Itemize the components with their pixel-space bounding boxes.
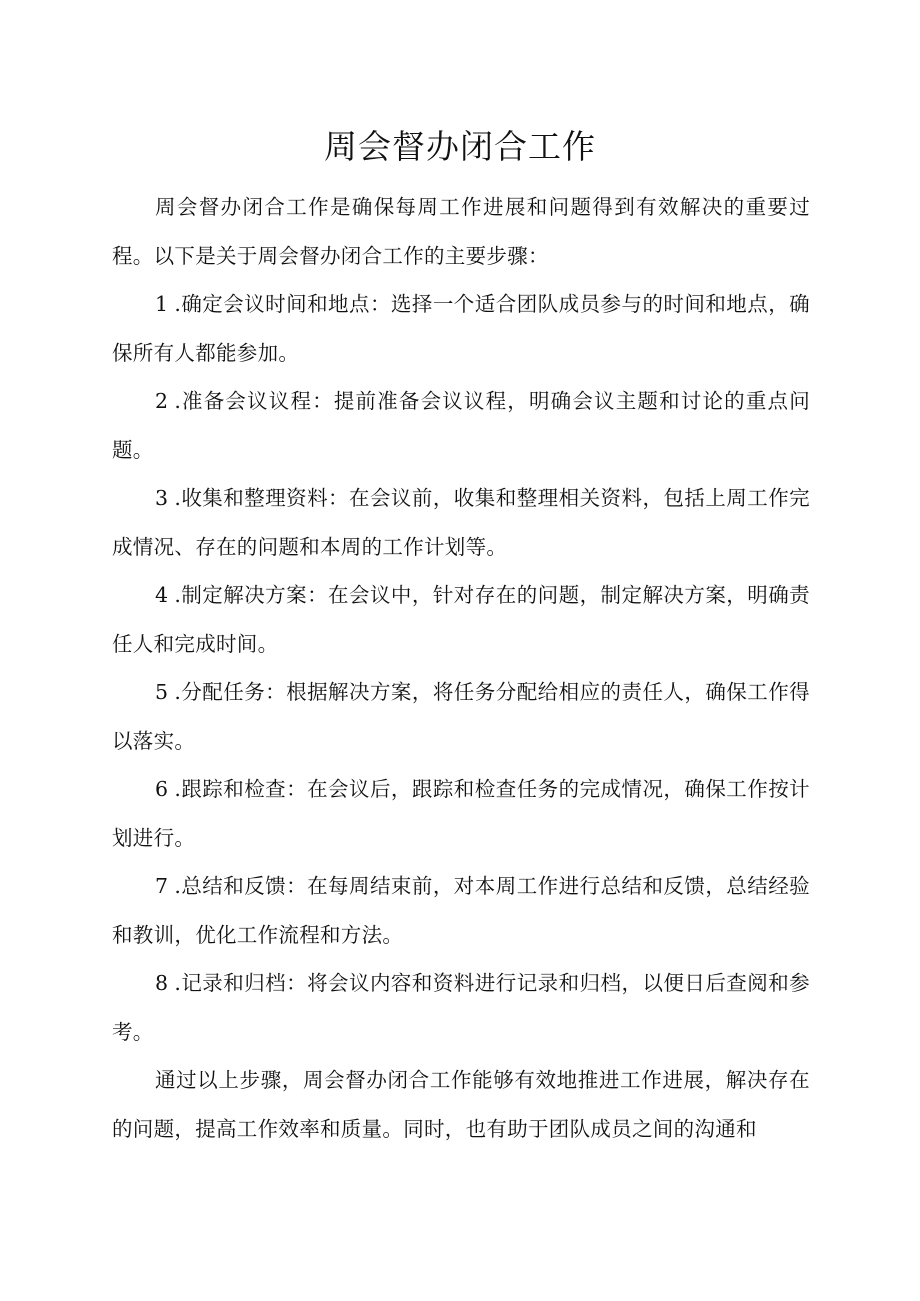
- step-text: .收集和整理资料：在会议前，收集和整理相关资料，包括上周工作完成情况、存在的问题和本周的工作计划等。: [112, 486, 810, 559]
- step-number: 1: [155, 292, 169, 316]
- step-paragraph-3: [112, 474, 810, 571]
- step-number: 8: [155, 971, 169, 995]
- step-text: .记录和归档：将会议内容和资料进行记录和归档，以便日后查阅和参考。: [112, 971, 810, 1044]
- step-number: 2: [155, 389, 169, 413]
- step-paragraph-5: [112, 668, 810, 765]
- step-paragraph-4: [112, 571, 810, 668]
- step-number: 5: [155, 680, 169, 704]
- step-text: .分配任务：根据解决方案，将任务分配给相应的责任人，确保工作得以落实。: [112, 680, 810, 753]
- step-text: .确定会议时间和地点：选择一个适合团队成员参与的时间和地点，确保所有人都能参加。: [112, 292, 810, 365]
- document-title: 周会督办闭合工作: [324, 127, 596, 166]
- step-number: 6: [155, 777, 169, 801]
- step-number: 4: [155, 583, 169, 607]
- step-paragraph-6: [112, 765, 810, 862]
- step-text: .跟踪和检查：在会议后，跟踪和检查任务的完成情况，确保工作按计划进行。: [112, 777, 810, 850]
- step-paragraph-8: [112, 959, 810, 1056]
- step-number: 7: [155, 874, 169, 898]
- step-paragraph-2: [112, 377, 810, 474]
- step-text: .总结和反馈：在每周结束前，对本周工作进行总结和反馈，总结经验和教训，优化工作流程和方法。: [112, 874, 810, 947]
- step-text: .制定解决方案：在会议中，针对存在的问题，制定解决方案，明确责任人和完成时间。: [112, 583, 810, 656]
- document-body: [112, 183, 810, 1153]
- step-paragraph-1: [112, 280, 810, 377]
- conclusion-paragraph: 通过以上步骤，周会督办闭合工作能够有效地推进工作进展，解决存在的问题，提高工作效率和质量。同时，也有助于团队成员之间的沟通和: [112, 1068, 810, 1141]
- step-number: 3: [155, 486, 169, 510]
- intro-paragraph: 周会督办闭合工作是确保每周工作进展和问题得到有效解决的重要过程。以下是关于周会督办闭合工作的主要步骤：: [112, 195, 810, 268]
- step-text: .准备会议议程：提前准备会议议程，明确会议主题和讨论的重点问题。: [112, 389, 810, 462]
- step-paragraph-7: [112, 862, 810, 959]
